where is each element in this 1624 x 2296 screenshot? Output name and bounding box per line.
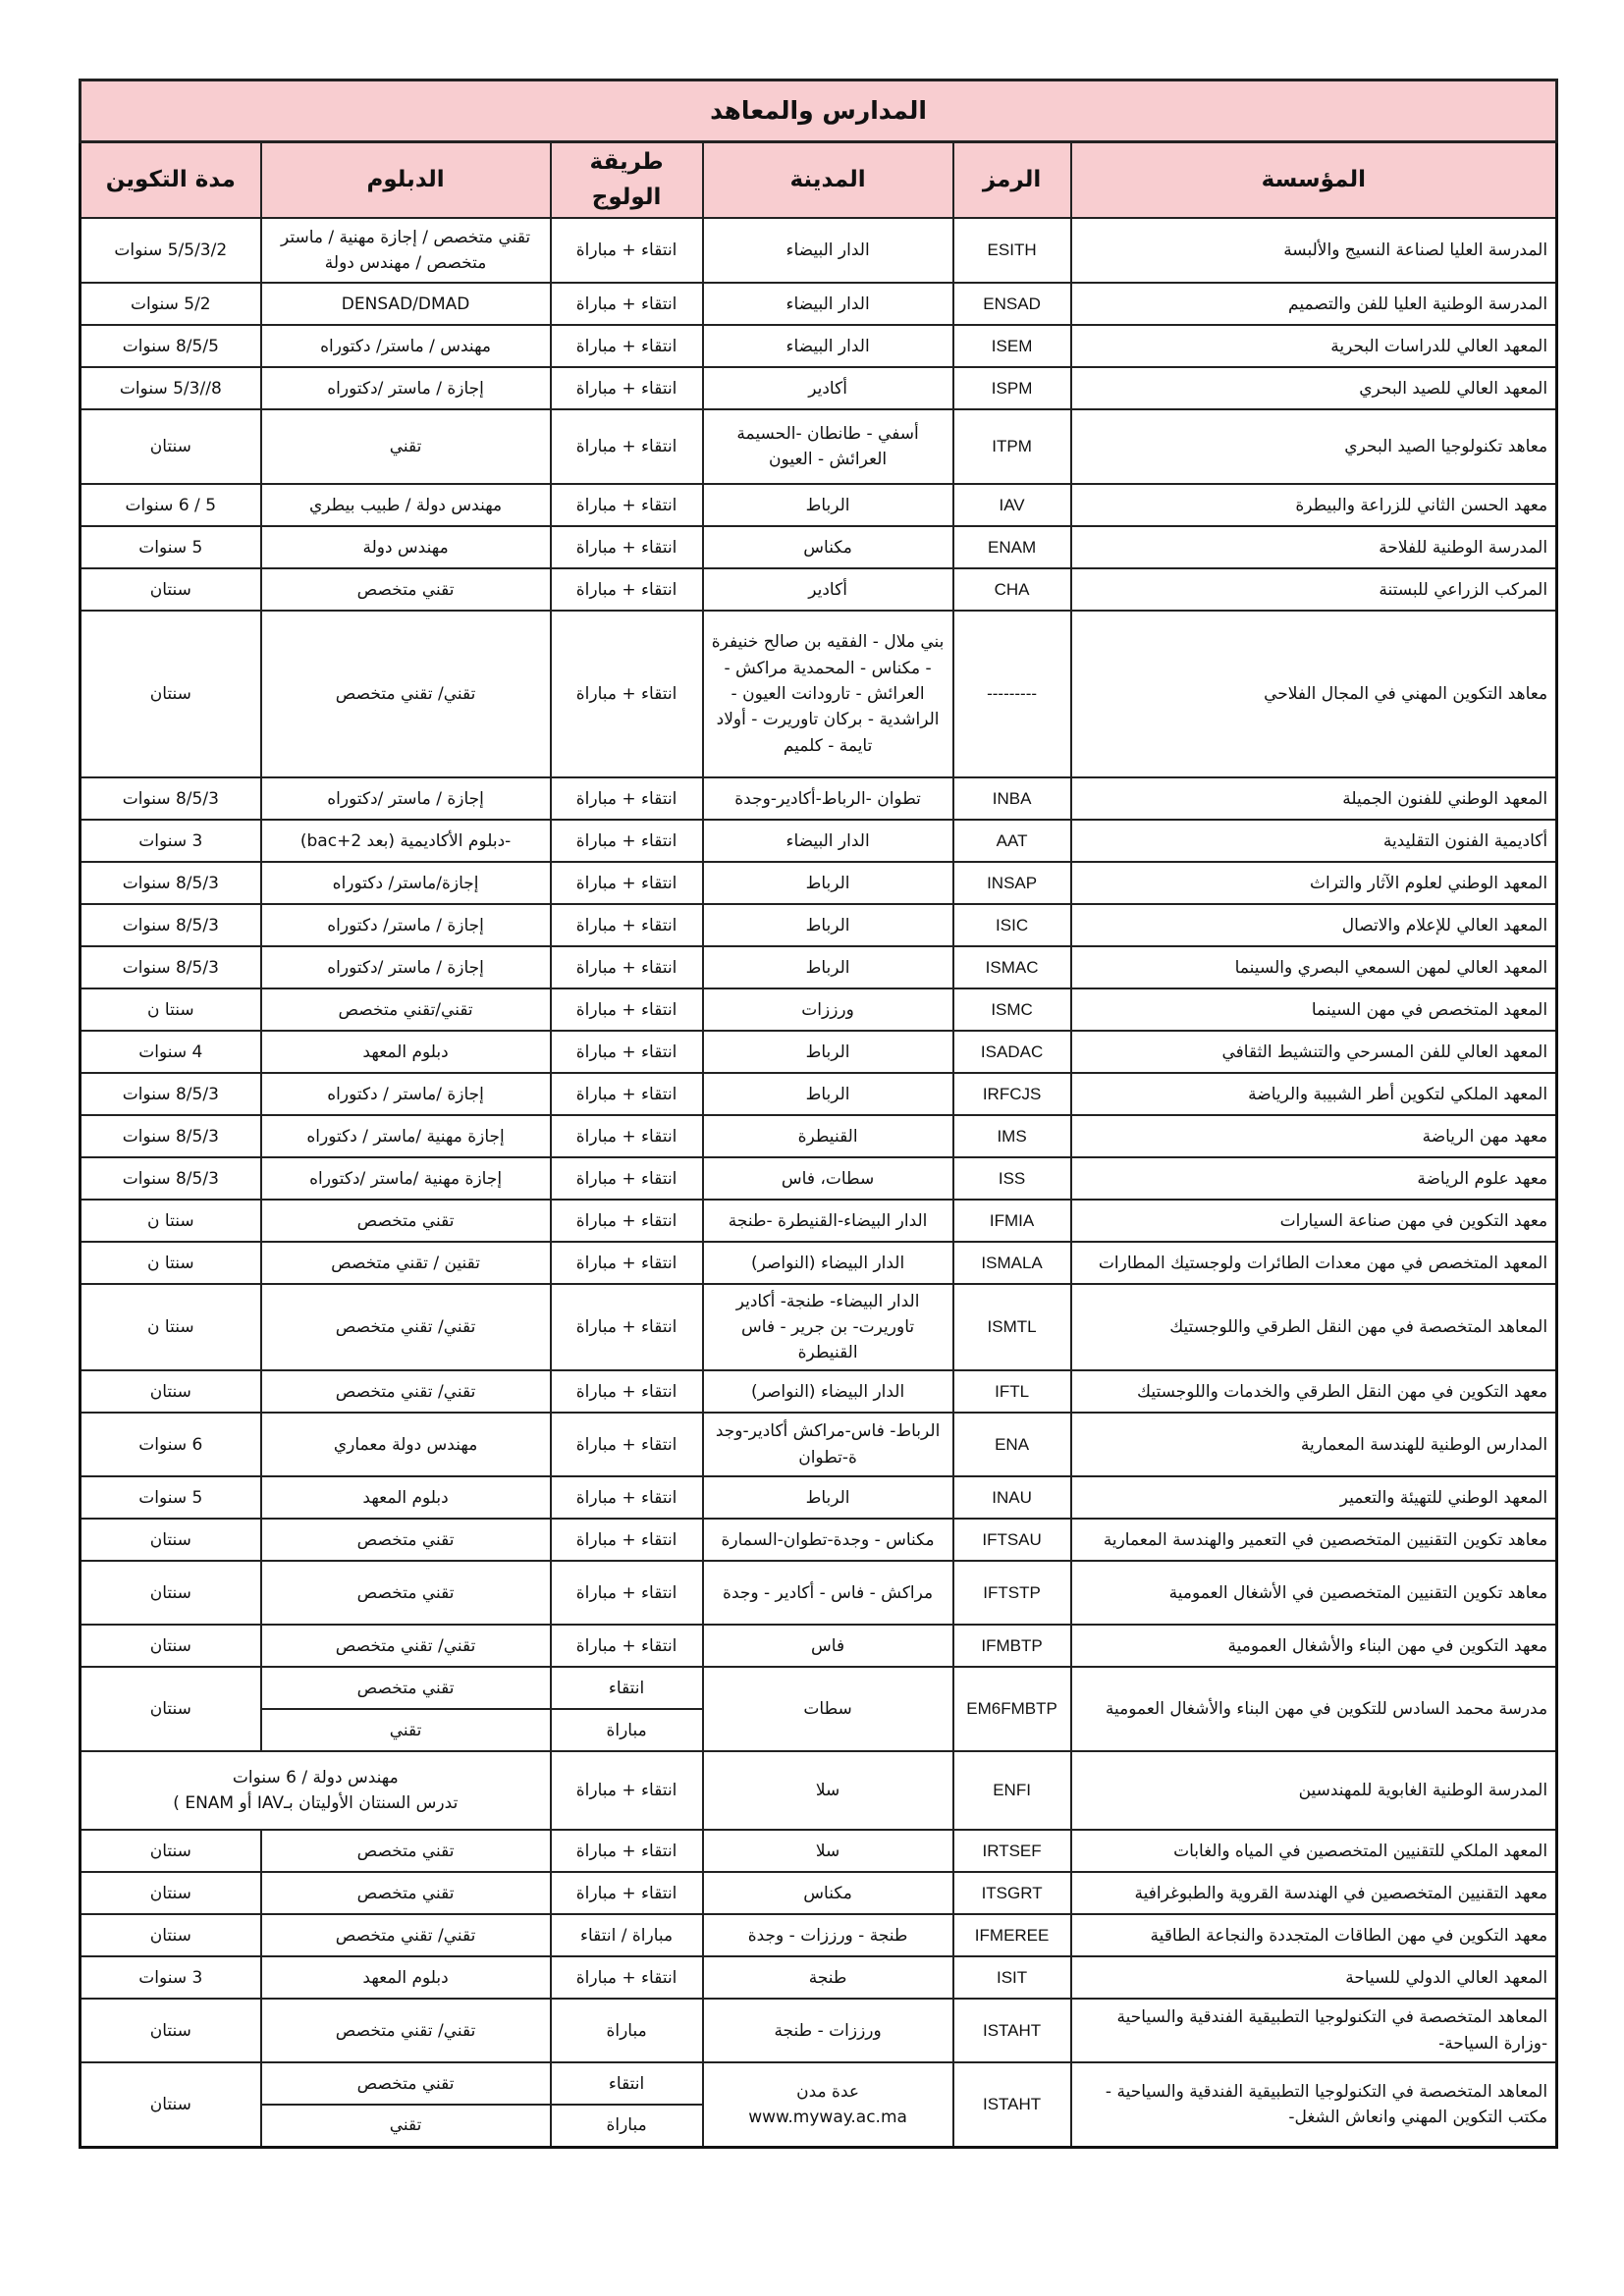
access-cell: انتقاء + مباراة (551, 1370, 703, 1413)
city-cell: الرباط (703, 484, 953, 526)
institution-cell: المعهد الوطني لعلوم الآثار والتراث (1071, 862, 1557, 904)
code-cell: IFMEREE (953, 1914, 1071, 1956)
institution-cell: أكاديمية الفنون التقليدية (1071, 820, 1557, 862)
code-cell: IFTSTP (953, 1561, 1071, 1625)
duration-cell: سنتا ن (81, 1284, 261, 1370)
access-cell: انتقاء + مباراة (551, 218, 703, 283)
access-cell: انتقاء + مباراة (551, 1115, 703, 1157)
access-cell: انتقاء + مباراة (551, 1242, 703, 1284)
institution-cell: المدرسة العليا لصناعة النسيج والألبسة (1071, 218, 1557, 283)
code-cell: --------- (953, 611, 1071, 777)
diploma-cell: تقني (261, 2105, 551, 2147)
duration-cell: 5/5/3/2 سنوات (81, 218, 261, 283)
institution-cell: المعهد المتخصص في مهن معدات الطائرات ولوجستيك المطارات (1071, 1242, 1557, 1284)
table-row (81, 777, 1557, 820)
header-institution: المؤسسة (1071, 142, 1557, 219)
header-row (81, 142, 1557, 219)
institution-cell: معاهد تكنولوجيا الصيد البحري (1071, 409, 1557, 484)
institution-cell: معاهد تكوين التقنيين المتخصصين في الأشغال العمومية (1071, 1561, 1557, 1625)
table-row-istaht-ofppt (81, 2062, 1557, 2105)
diploma-cell: تقني/تقني متخصص (261, 988, 551, 1031)
city-cell: الدار البيضاء- طنجة- أكادير تاوريرت- بن جرير - فاس القنيطرة (703, 1284, 953, 1370)
diploma-cell: إجازة/ماستر/ دكتوراه (261, 862, 551, 904)
duration-cell: 5/2 سنوات (81, 283, 261, 325)
header-duration: مدة التكوين (81, 142, 261, 219)
city-cell: مكناس (703, 526, 953, 568)
diploma-cell: تقني متخصص (261, 1561, 551, 1625)
institution-cell: معهد التكوين في مهن الطاقات المتجددة والنجاعة الطاقية (1071, 1914, 1557, 1956)
code-cell: IAV (953, 484, 1071, 526)
duration-cell: 5 سنوات (81, 526, 261, 568)
duration-cell: سنتان (81, 1830, 261, 1872)
institution-cell: معهد التكوين في مهن البناء والأشغال العمومية (1071, 1625, 1557, 1667)
city-cell: الدار البيضاء (703, 218, 953, 283)
institution-cell: معاهد تكوين التقنيين المتخصصين في التعمير والهندسة المعمارية (1071, 1519, 1557, 1561)
table-row (81, 1157, 1557, 1200)
institution-cell: المدرسة الوطنية الغابوية للمهندسين (1071, 1751, 1557, 1830)
institution-cell: المعهد الوطني للتهيئة والتعمير (1071, 1476, 1557, 1519)
diploma-cell: إجازة /ماستر / دكتوراه (261, 1073, 551, 1115)
duration-cell: 8/5/3 سنوات (81, 862, 261, 904)
table-row (81, 1073, 1557, 1115)
duration-cell: 8/5/3 سنوات (81, 946, 261, 988)
code-cell: ISPM (953, 367, 1071, 409)
duration-cell: 8/5/3 سنوات (81, 1157, 261, 1200)
duration-cell: سنتان (81, 1914, 261, 1956)
duration-cell: 8/5/5 سنوات (81, 325, 261, 367)
table-row (81, 1115, 1557, 1157)
access-cell: انتقاء + مباراة (551, 1284, 703, 1370)
access-cell: انتقاء + مباراة (551, 568, 703, 611)
table-row (81, 1476, 1557, 1519)
table-row-em6fmbtp (81, 1667, 1557, 1709)
diploma-cell: تقني (261, 409, 551, 484)
city-cell: طنجة - ورززات - وجدة (703, 1914, 953, 1956)
code-cell: ISMTL (953, 1284, 1071, 1370)
table-row (81, 1999, 1557, 2062)
diploma-cell: إجازة / ماستر/ دكتوراه (261, 904, 551, 946)
diploma-cell: تقني (261, 1709, 551, 1751)
table-row (81, 1830, 1557, 1872)
code-cell: EM6FMBTP (953, 1667, 1071, 1751)
institution-cell: المعاهد المتخصصة في التكنولوجيا التطبيقية الفندقية والسياحية -وزارة السياحة- (1071, 1999, 1557, 2062)
institution-cell: المعاهد المتخصصة في التكنولوجيا التطبيقية الفندقية والسياحية - مكتب التكوين المهني وانعاش الشغل- (1071, 2062, 1557, 2147)
institution-cell: معهد علوم الرياضة (1071, 1157, 1557, 1200)
diploma-cell: DENSAD/DMAD (261, 283, 551, 325)
city-cell: سطات، فاس (703, 1157, 953, 1200)
diploma-cell: تقني متخصص (261, 2062, 551, 2105)
code-cell: IFTSAU (953, 1519, 1071, 1561)
diploma-cell: إجازة مهنية /ماستر / دكتوراه (261, 1115, 551, 1157)
access-cell: انتقاء + مباراة (551, 1519, 703, 1561)
table-row (81, 1242, 1557, 1284)
table-row (81, 1872, 1557, 1914)
duration-cell: 4 سنوات (81, 1031, 261, 1073)
header-diploma: الدبلوم (261, 142, 551, 219)
duration-cell: 5 سنوات (81, 1476, 261, 1519)
table-row (81, 325, 1557, 367)
table-body-special (81, 1667, 1557, 1830)
code-cell: IFMIA (953, 1200, 1071, 1242)
access-cell: انتقاء + مباراة (551, 526, 703, 568)
table-body-tail (81, 1830, 1557, 2062)
code-cell: ISIT (953, 1956, 1071, 1999)
institution-cell: المدرسة الوطنية العليا للفن والتصميم (1071, 283, 1557, 325)
diploma-cell: مهندس دولة معماري (261, 1413, 551, 1476)
diploma-cell: مهندس دولة / طبيب بيطري (261, 484, 551, 526)
access-cell: انتقاء (551, 2062, 703, 2105)
duration-cell: 6 سنوات (81, 1413, 261, 1476)
table-row (81, 1519, 1557, 1561)
institution-cell: معاهد التكوين المهني في المجال الفلاحي (1071, 611, 1557, 777)
institution-cell: المعهد العالي للفن المسرحي والتنشيط الثقافي (1071, 1031, 1557, 1073)
diploma-cell: إجازة / ماستر /دكتوراه (261, 946, 551, 988)
table-row (81, 367, 1557, 409)
duration-cell: سنتان (81, 2062, 261, 2147)
diploma-cell: تقني متخصص (261, 1200, 551, 1242)
diploma-cell: -دبلوم الأكاديمية (بعد bac+2) (261, 820, 551, 862)
city-cell: القنيطرة (703, 1115, 953, 1157)
duration-cell: سنتا ن (81, 1200, 261, 1242)
access-cell: مباراة (551, 1709, 703, 1751)
city-cell: سلا (703, 1751, 953, 1830)
access-cell: انتقاء + مباراة (551, 1872, 703, 1914)
institution-cell: معهد التكوين في مهن النقل الطرقي والخدمات واللوجستيك (1071, 1370, 1557, 1413)
code-cell: ISTAHT (953, 1999, 1071, 2062)
code-cell: IFTL (953, 1370, 1071, 1413)
institution-cell: معهد الحسن الثاني للزراعة والبيطرة (1071, 484, 1557, 526)
duration-cell: سنتا ن (81, 1242, 261, 1284)
table-row (81, 946, 1557, 988)
institution-cell: المدرسة الوطنية للفلاحة (1071, 526, 1557, 568)
city-cell: الرباط (703, 1073, 953, 1115)
institution-cell: المعهد العالي الدولي للسياحة (1071, 1956, 1557, 1999)
table-row (81, 1561, 1557, 1625)
access-cell: انتقاء + مباراة (551, 367, 703, 409)
table-row (81, 1031, 1557, 1073)
access-cell: انتقاء + مباراة (551, 1031, 703, 1073)
diploma-cell: تقني/ تقني متخصص (261, 611, 551, 777)
code-cell: INAU (953, 1476, 1071, 1519)
city-cell: مكناس - وجدة-تطوان-السمارة (703, 1519, 953, 1561)
access-cell: انتقاء + مباراة (551, 1625, 703, 1667)
diploma-cell: إجازة / ماستر /دكتوراه (261, 367, 551, 409)
code-cell: ISS (953, 1157, 1071, 1200)
access-cell: انتقاء + مباراة (551, 862, 703, 904)
duration-cell: سنتان (81, 1561, 261, 1625)
code-cell: ESITH (953, 218, 1071, 283)
diploma-cell: إجازة / ماستر /دكتوراه (261, 777, 551, 820)
code-cell: IMS (953, 1115, 1071, 1157)
code-cell: ISMALA (953, 1242, 1071, 1284)
diploma-cell: تقني/ تقني متخصص (261, 1999, 551, 2062)
access-cell: انتقاء + مباراة (551, 325, 703, 367)
access-cell: مباراة / انتقاء (551, 1914, 703, 1956)
access-cell: انتقاء + مباراة (551, 611, 703, 777)
diploma-cell: تقني/ تقني متخصص (261, 1625, 551, 1667)
city-cell: أكادير (703, 367, 953, 409)
duration-cell: سنتان (81, 568, 261, 611)
city-cell: مكناس (703, 1872, 953, 1914)
institution-cell: المعهد العالي للدراسات البحرية (1071, 325, 1557, 367)
access-cell: انتقاء + مباراة (551, 409, 703, 484)
duration-cell: 3 سنوات (81, 1956, 261, 1999)
table-row (81, 1625, 1557, 1667)
duration-cell: سنتان (81, 1999, 261, 2062)
code-cell: INSAP (953, 862, 1071, 904)
code-cell: ENFI (953, 1751, 1071, 1830)
duration-cell: سنتان (81, 1370, 261, 1413)
city-cell: طنجة (703, 1956, 953, 1999)
duration-cell: سنتان (81, 1625, 261, 1667)
city-cell: سطات (703, 1667, 953, 1751)
diploma-duration-merged-cell (81, 1751, 551, 1830)
institution-cell: المعهد الوطني للفنون الجميلة (1071, 777, 1557, 820)
access-cell: انتقاء + مباراة (551, 988, 703, 1031)
access-cell: انتقاء + مباراة (551, 283, 703, 325)
city-cell: الدار البيضاء (النواصر) (703, 1242, 953, 1284)
city-cell: الدار البيضاء (703, 325, 953, 367)
diploma-cell: دبلوم المعهد (261, 1476, 551, 1519)
city-cell: بني ملال - الفقيه بن صالح خنيفرة - مكناس - المحمدية مراكش - العرائش - تارودانت العيون - الراشدية - بركان تاوريرت - أولاد تايمة - كلميم (703, 611, 953, 777)
diploma-cell: تقنين / تقني متخصص (261, 1242, 551, 1284)
city-cell: الدار البيضاء (703, 283, 953, 325)
access-cell: انتقاء + مباراة (551, 1200, 703, 1242)
access-cell: انتقاء + مباراة (551, 777, 703, 820)
code-cell: ISADAC (953, 1031, 1071, 1073)
duration-cell: 8/5/3 سنوات (81, 777, 261, 820)
code-cell: ISMC (953, 988, 1071, 1031)
city-cell: الرباط- فاس-مراكش أكادير-وجد ة-تطوان (703, 1413, 953, 1476)
access-cell: انتقاء + مباراة (551, 946, 703, 988)
diploma-cell: دبلوم المعهد (261, 1031, 551, 1073)
table-row (81, 820, 1557, 862)
access-cell: انتقاء + مباراة (551, 1561, 703, 1625)
diploma-cell: تقني متخصص (261, 1872, 551, 1914)
table-row (81, 1370, 1557, 1413)
duration-cell: 5 / 6 سنوات (81, 484, 261, 526)
duration-cell: 8//5/3 سنوات (81, 367, 261, 409)
city-cell: الرباط (703, 946, 953, 988)
city-cell: ورززات (703, 988, 953, 1031)
city-cell: الرباط (703, 862, 953, 904)
diploma-cell: تقني/ تقني متخصص (261, 1914, 551, 1956)
diploma-cell: تقني/ تقني متخصص (261, 1284, 551, 1370)
diploma-cell: تقني متخصص / إجازة مهنية / ماستر متخصص / مهندس دولة (261, 218, 551, 283)
city-cell: فاس (703, 1625, 953, 1667)
city-cell: تطوان -الرباط-أكادير-وجدة (703, 777, 953, 820)
institution-cell: المعهد الملكي لتكوين أطر الشبيبة والرياضة (1071, 1073, 1557, 1115)
institution-cell: المدارس الوطنية للهندسة المعمارية (1071, 1413, 1557, 1476)
city-cell: الرباط (703, 1031, 953, 1073)
table-row-enfi (81, 1751, 1557, 1830)
institution-cell: معهد التكوين في مهن صناعة السيارات (1071, 1200, 1557, 1242)
header-code: الرمز (953, 142, 1071, 219)
code-cell: ITSGRT (953, 1872, 1071, 1914)
code-cell: CHA (953, 568, 1071, 611)
access-cell: مباراة (551, 1999, 703, 2062)
duration-cell: سنتان (81, 1872, 261, 1914)
access-cell: انتقاء + مباراة (551, 1476, 703, 1519)
code-cell: ISMAC (953, 946, 1071, 988)
city-cell: أسفي - طانطان -الحسيمة العرائش - العيون (703, 409, 953, 484)
code-cell: AAT (953, 820, 1071, 862)
access-cell: مباراة (551, 2105, 703, 2147)
code-cell: ISTAHT (953, 2062, 1071, 2147)
table-row (81, 1284, 1557, 1370)
table-row (81, 283, 1557, 325)
code-cell: ENSAD (953, 283, 1071, 325)
institution-cell: معهد التقنيين المتخصصين في الهندسة القروية والطبوغرافية (1071, 1872, 1557, 1914)
enfi-note-line-1: مهندس دولة / 6 سنوات (232, 1767, 399, 1788)
institution-cell: مدرسة محمد السادس للتكوين في مهن البناء والأشغال العمومية (1071, 1667, 1557, 1751)
city-cell: أكادير (703, 568, 953, 611)
table-row (81, 904, 1557, 946)
table-row (81, 1956, 1557, 1999)
code-cell: IRFCJS (953, 1073, 1071, 1115)
diploma-cell: إجازة مهنية /ماستر /دكتوراه (261, 1157, 551, 1200)
duration-cell: 8/5/3 سنوات (81, 1115, 261, 1157)
code-cell: IFMBTP (953, 1625, 1071, 1667)
institution-cell: المعهد العالي للصيد البحري (1071, 367, 1557, 409)
duration-cell: سنتان (81, 409, 261, 484)
diploma-cell: تقني متخصص (261, 568, 551, 611)
institution-cell: المعهد المتخصص في مهن السينما (1071, 988, 1557, 1031)
diploma-cell: تقني/ تقني متخصص (261, 1370, 551, 1413)
table-title: المدارس والمعاهد (81, 80, 1557, 142)
access-cell: انتقاء + مباراة (551, 1157, 703, 1200)
duration-cell: سنتان (81, 1667, 261, 1751)
access-cell: انتقاء + مباراة (551, 820, 703, 862)
table-row (81, 1413, 1557, 1476)
table-row (81, 409, 1557, 484)
diploma-cell: تقني متخصص (261, 1519, 551, 1561)
table-body-last (81, 2062, 1557, 2147)
website-link[interactable]: www.myway.ac.ma (748, 2108, 907, 2128)
code-cell: IRTSEF (953, 1830, 1071, 1872)
table-row (81, 1200, 1557, 1242)
city-cell: الدار البيضاء-القنيطرة -طنجة (703, 1200, 953, 1242)
duration-cell: سنتان (81, 1519, 261, 1561)
access-cell: انتقاء + مباراة (551, 904, 703, 946)
access-cell: انتقاء + مباراة (551, 1413, 703, 1476)
city-cell: الدار البيضاء (703, 820, 953, 862)
code-cell: ISIC (953, 904, 1071, 946)
access-cell: انتقاء (551, 1667, 703, 1709)
table-row (81, 611, 1557, 777)
access-cell: انتقاء + مباراة (551, 1073, 703, 1115)
diploma-cell: دبلوم المعهد (261, 1956, 551, 1999)
diploma-cell: مهندس دولة (261, 526, 551, 568)
city-cell: سلا (703, 1830, 953, 1872)
city-text: عدة مدن (796, 2081, 860, 2102)
table-row (81, 862, 1557, 904)
institution-cell: المعاهد المتخصصة في مهن النقل الطرقي واللوجستيك (1071, 1284, 1557, 1370)
city-cell: الدار البيضاء (النواصر) (703, 1370, 953, 1413)
institution-cell: معهد مهن الرياضة (1071, 1115, 1557, 1157)
institution-cell: المركب الزراعي للبستنة (1071, 568, 1557, 611)
table-row (81, 988, 1557, 1031)
schools-table (79, 79, 1558, 2149)
code-cell: ISEM (953, 325, 1071, 367)
institution-cell: المعهد العالي لمهن السمعي البصري والسينما (1071, 946, 1557, 988)
institution-cell: المعهد العالي للإعلام والاتصال (1071, 904, 1557, 946)
table-row (81, 526, 1557, 568)
city-cell: الرباط (703, 904, 953, 946)
code-cell: INBA (953, 777, 1071, 820)
city-cell: ورززات - طنجة (703, 1999, 953, 2062)
table-row (81, 1914, 1557, 1956)
duration-cell: 3 سنوات (81, 820, 261, 862)
access-cell: انتقاء + مباراة (551, 1751, 703, 1830)
city-cell: مراكش - فاس - أكادير - وجدة (703, 1561, 953, 1625)
table-row (81, 568, 1557, 611)
duration-cell: سنتا ن (81, 988, 261, 1031)
duration-cell: 8/5/3 سنوات (81, 904, 261, 946)
code-cell: ENAM (953, 526, 1071, 568)
table-row (81, 484, 1557, 526)
enfi-note-line-2: تدرس السنتان الأوليتان بـIAV أو ENAM ) (173, 1793, 459, 1814)
header-city: المدينة (703, 142, 953, 219)
table-row (81, 218, 1557, 283)
code-cell: ITPM (953, 409, 1071, 484)
diploma-cell: مهندس / ماستر/ دكتوراه (261, 325, 551, 367)
table-body-main (81, 218, 1557, 1667)
city-cell (703, 2062, 953, 2147)
schools-table-sheet (79, 79, 1555, 2149)
institution-cell: المعهد الملكي للتقنيين المتخصصين في المياه والغابات (1071, 1830, 1557, 1872)
diploma-cell: تقني متخصص (261, 1830, 551, 1872)
city-cell: الرباط (703, 1476, 953, 1519)
duration-cell: سنتان (81, 611, 261, 777)
diploma-cell: تقني متخصص (261, 1667, 551, 1709)
title-row (81, 80, 1557, 142)
access-cell: انتقاء + مباراة (551, 1830, 703, 1872)
duration-cell: 8/5/3 سنوات (81, 1073, 261, 1115)
access-cell: انتقاء + مباراة (551, 484, 703, 526)
code-cell: ENA (953, 1413, 1071, 1476)
header-access: طريقة الولوج (551, 142, 703, 219)
access-cell: انتقاء + مباراة (551, 1956, 703, 1999)
